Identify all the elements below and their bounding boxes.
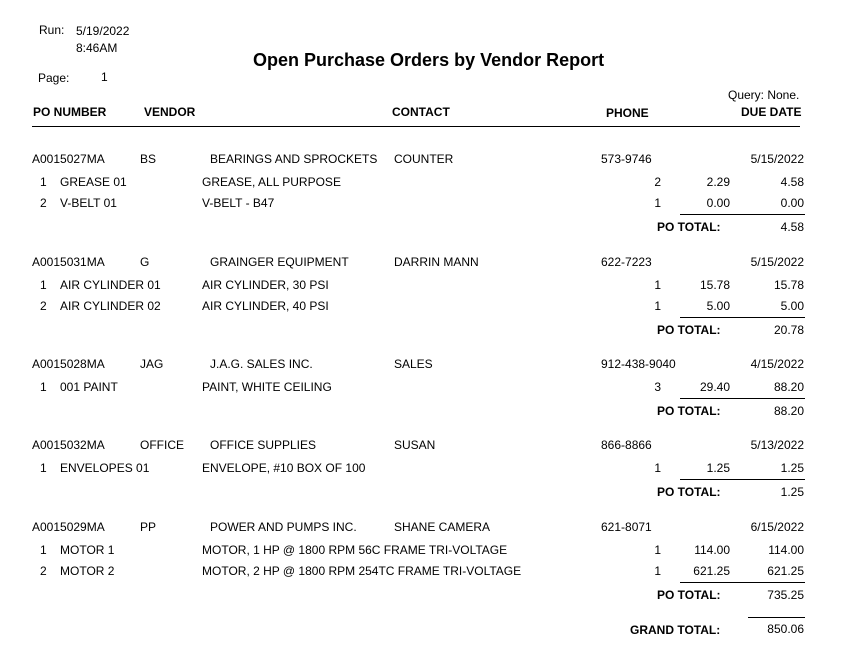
po-total-rule <box>680 317 805 318</box>
vendor-name: POWER AND PUMPS INC. <box>210 520 357 534</box>
po-total-value: 20.78 <box>773 323 804 337</box>
po-number: A0015031MA <box>32 255 105 269</box>
quantity: 1 <box>654 564 661 578</box>
po-total-label: PO TOTAL: <box>657 323 721 337</box>
item-description: MOTOR, 2 HP @ 1800 RPM 254TC FRAME TRI-VOLTAGE <box>202 564 522 578</box>
unit-price: 1.25 <box>706 461 730 475</box>
item-description: MOTOR, 1 HP @ 1800 RPM 56C FRAME TRI-VOLTAGE <box>202 543 508 557</box>
contact-name: DARRIN MANN <box>394 255 479 269</box>
due-date: 4/15/2022 <box>750 357 804 371</box>
col-phone: PHONE <box>606 106 649 120</box>
vendor-name: BEARINGS AND SPROCKETS <box>210 152 378 166</box>
run-date: 5/19/2022 <box>76 24 130 38</box>
item-code: AIR CYLINDER 02 <box>60 299 161 313</box>
due-date: 6/15/2022 <box>750 520 804 534</box>
vendor-name: OFFICE SUPPLIES <box>210 438 317 452</box>
grand-total-value: 850.06 <box>767 622 804 636</box>
line-amount: 5.00 <box>780 299 804 313</box>
po-total-rule <box>680 582 805 583</box>
po-total-rule <box>680 398 805 399</box>
vendor-name: GRAINGER EQUIPMENT <box>210 255 349 269</box>
unit-price: 2.29 <box>706 175 730 189</box>
item-description: GREASE, ALL PURPOSE <box>202 175 341 189</box>
po-total-value: 4.58 <box>780 220 804 234</box>
vendor-code: G <box>140 255 150 269</box>
vendor-name: J.A.G. SALES INC. <box>210 357 313 371</box>
po-number: A0015028MA <box>32 357 105 371</box>
po-number: A0015029MA <box>32 520 105 534</box>
grand-total-rule <box>748 617 805 618</box>
item-description: ENVELOPE, #10 BOX OF 100 <box>202 461 366 475</box>
phone-number: 573-9746 <box>601 152 652 166</box>
po-total-value: 1.25 <box>780 485 804 499</box>
item-code: MOTOR 2 <box>60 564 115 578</box>
item-description: AIR CYLINDER, 40 PSI <box>202 299 329 313</box>
unit-price: 621.25 <box>693 564 730 578</box>
item-code: ENVELOPES 01 <box>60 461 150 475</box>
phone-number: 621-8071 <box>601 520 652 534</box>
line-amount: 15.78 <box>773 278 804 292</box>
contact-name: SALES <box>394 357 433 371</box>
line-amount: 1.25 <box>780 461 804 475</box>
line-number: 1 <box>40 278 47 292</box>
item-description: AIR CYLINDER, 30 PSI <box>202 278 329 292</box>
unit-price: 0.00 <box>706 196 730 210</box>
line-amount: 0.00 <box>780 196 804 210</box>
item-code: GREASE 01 <box>60 175 127 189</box>
header-rule <box>32 126 800 127</box>
report-title: Open Purchase Orders by Vendor Report <box>253 50 605 70</box>
unit-price: 5.00 <box>706 299 730 313</box>
po-total-label: PO TOTAL: <box>657 588 721 602</box>
unit-price: 114.00 <box>694 543 730 557</box>
run-label: Run: <box>39 23 65 37</box>
contact-name: SUSAN <box>394 438 436 452</box>
line-amount: 88.20 <box>773 380 804 394</box>
col-vendor: VENDOR <box>144 105 196 119</box>
line-number: 2 <box>40 196 47 210</box>
vendor-code: OFFICE <box>140 438 184 452</box>
quantity: 1 <box>654 196 661 210</box>
quantity: 3 <box>654 380 661 394</box>
item-description: V-BELT - B47 <box>202 196 275 210</box>
po-total-label: PO TOTAL: <box>657 220 721 234</box>
line-number: 1 <box>40 461 47 475</box>
line-number: 2 <box>40 564 47 578</box>
vendor-code: PP <box>140 520 157 534</box>
unit-price: 29.40 <box>699 380 730 394</box>
col-contact: CONTACT <box>392 105 450 119</box>
line-number: 1 <box>40 543 47 557</box>
query-text: Query: None. <box>728 88 800 102</box>
line-amount: 621.25 <box>767 564 804 578</box>
item-description: PAINT, WHITE CEILING <box>202 380 332 394</box>
po-number: A0015032MA <box>32 438 105 452</box>
line-number: 1 <box>40 175 47 189</box>
line-number: 1 <box>40 380 47 394</box>
po-total-rule <box>680 214 805 215</box>
line-amount: 114.00 <box>768 543 804 557</box>
quantity: 1 <box>654 543 661 557</box>
unit-price: 15.78 <box>699 278 730 292</box>
quantity: 1 <box>654 299 661 313</box>
po-number: A0015027MA <box>32 152 105 166</box>
run-time: 8:46AM <box>76 41 118 55</box>
item-code: 001 PAINT <box>60 380 118 394</box>
item-code: AIR CYLINDER 01 <box>60 278 161 292</box>
contact-name: COUNTER <box>394 152 454 166</box>
line-number: 2 <box>40 299 47 313</box>
line-amount: 4.58 <box>780 175 804 189</box>
phone-number: 622-7223 <box>601 255 652 269</box>
item-code: V-BELT 01 <box>60 196 117 210</box>
due-date: 5/15/2022 <box>750 152 804 166</box>
po-total-label: PO TOTAL: <box>657 485 721 499</box>
item-code: MOTOR 1 <box>60 543 115 557</box>
page-number: 1 <box>101 70 108 84</box>
due-date: 5/15/2022 <box>750 255 804 269</box>
grand-total-label: GRAND TOTAL: <box>630 623 721 637</box>
page-label: Page: <box>38 71 70 85</box>
phone-number: 912-438-9040 <box>601 357 676 371</box>
phone-number: 866-8866 <box>601 438 652 452</box>
vendor-code: BS <box>140 152 157 166</box>
col-due-date: DUE DATE <box>741 105 802 119</box>
po-total-label: PO TOTAL: <box>657 404 721 418</box>
po-total-value: 88.20 <box>773 404 804 418</box>
quantity: 2 <box>654 175 661 189</box>
po-total-rule <box>680 479 805 480</box>
quantity: 1 <box>654 278 661 292</box>
po-total-value: 735.25 <box>767 588 804 602</box>
vendor-code: JAG <box>140 357 164 371</box>
col-po-number: PO NUMBER <box>33 105 107 119</box>
quantity: 1 <box>654 461 661 475</box>
due-date: 5/13/2022 <box>750 438 804 452</box>
contact-name: SHANE CAMERA <box>394 520 491 534</box>
